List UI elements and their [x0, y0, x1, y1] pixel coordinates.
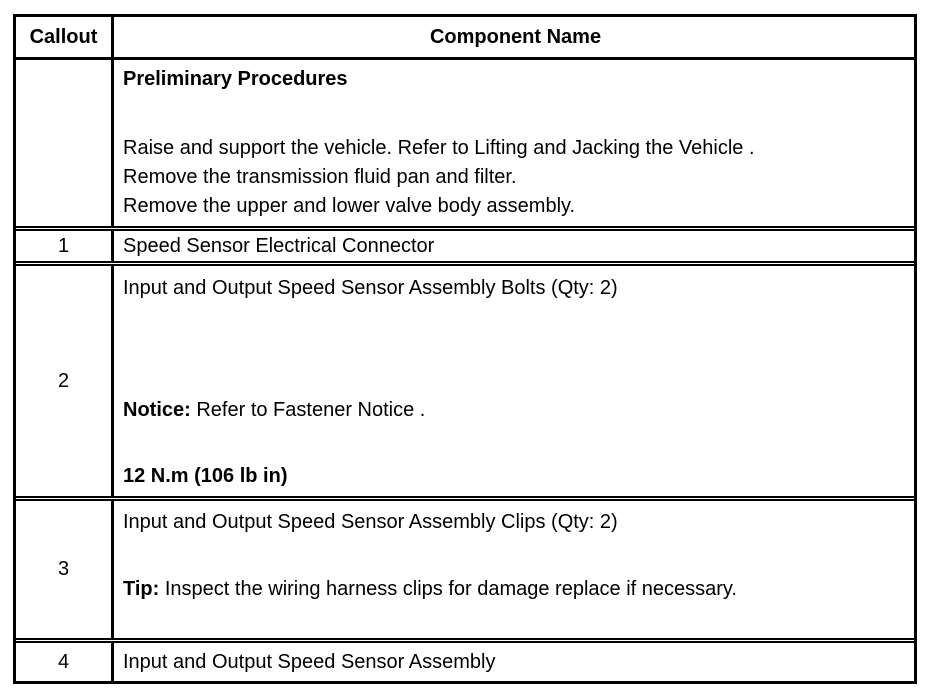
preliminary-row	[16, 60, 914, 226]
table-row	[16, 643, 914, 681]
callout-number: 1	[16, 231, 114, 261]
component-name	[117, 231, 914, 261]
notice-text: Refer to Fastener Notice .	[190, 399, 426, 421]
component-table	[13, 14, 917, 684]
component-name	[117, 501, 914, 638]
callout-number: 3	[16, 501, 114, 638]
notice-label: Notice:	[123, 399, 191, 421]
callout-number: 4	[16, 643, 114, 681]
preliminary-cell	[117, 60, 914, 226]
preliminary-callout-cell	[16, 60, 114, 226]
preliminary-step-2: Remove the transmission fluid pan and filter.	[123, 166, 517, 188]
tip-label: Tip:	[123, 578, 160, 600]
table-row	[16, 266, 914, 496]
preliminary-step-3: Remove the upper and lower valve body assembly.	[123, 195, 576, 217]
component-name-text: Input and Output Speed Sensor Assembly Clips (Qty: 2)	[123, 511, 618, 533]
torque-spec: 12 N.m (106 lb in)	[123, 465, 288, 487]
component-name-text: Input and Output Speed Sensor Assembly	[123, 650, 496, 673]
table-row	[16, 231, 914, 261]
callout-header: Callout	[16, 17, 114, 57]
component-name-text: Input and Output Speed Sensor Assembly Bolts (Qty: 2)	[123, 277, 618, 299]
table-row	[16, 501, 914, 638]
preliminary-title: Preliminary Procedures	[123, 68, 348, 90]
component-name	[117, 266, 914, 496]
component-name-text: Speed Sensor Electrical Connector	[123, 234, 435, 257]
component-name-header-label: Component Name	[429, 25, 602, 48]
tip-line	[123, 575, 914, 604]
component-name-header	[117, 17, 914, 57]
notice-line	[123, 396, 914, 425]
tip-text: Inspect the wiring harness clips for damage replace if necessary.	[159, 578, 737, 600]
preliminary-step-1: Raise and support the vehicle. Refer to Lifting and Jacking the Vehicle .	[123, 137, 755, 159]
component-name	[117, 643, 914, 681]
header-row	[16, 17, 914, 57]
callout-number: 2	[16, 266, 114, 496]
